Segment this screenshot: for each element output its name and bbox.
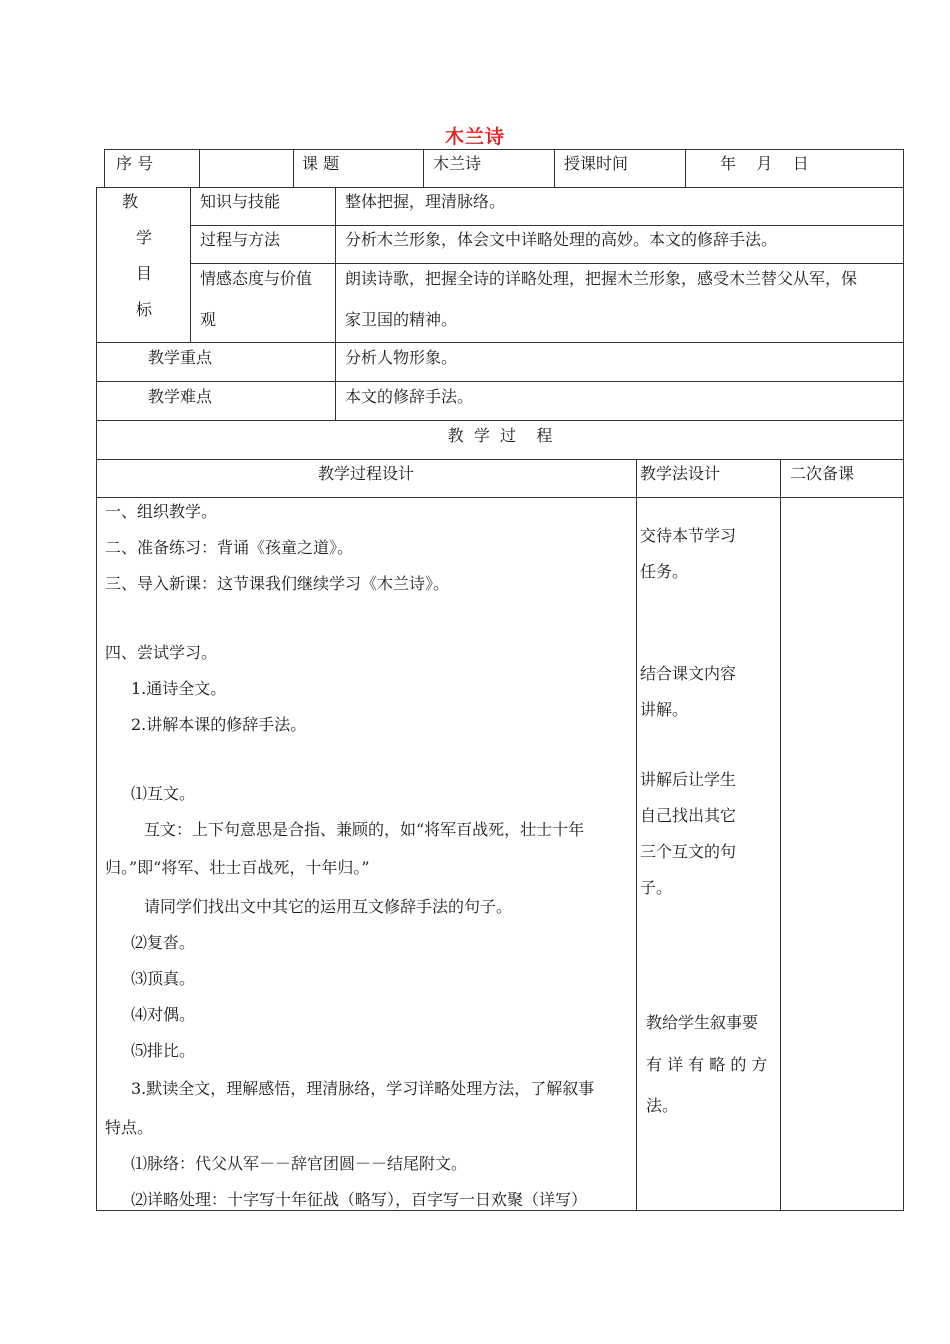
table-rule [423,149,424,187]
table-rule [293,149,294,187]
method-note: 子。 [640,878,673,897]
design-line: ⑷对偶。 [131,1005,196,1024]
design-line: 1.通诗全文。 [131,679,227,698]
method-note: 任务。 [640,562,689,581]
column-header: 教学过程设计 [317,464,414,483]
design-line: ⑴脉络：代父从军－－辞官团圆－－结尾附文。 [131,1154,468,1173]
method-note: 自己找出其它 [640,806,737,825]
seq-label: 序 号 [116,154,154,173]
table-rule [96,420,904,421]
table-rule [96,497,904,498]
goal-text-knowledge: 整体把握，理清脉络。 [345,192,506,211]
table-rule [190,225,904,226]
design-line: 归。”即“将军、壮士百战死，十年归。” [105,858,370,877]
date-field: 年 月 日 [720,154,809,173]
table-rule [96,1210,904,1211]
column-header: 二次备课 [790,464,855,483]
goals-label-char: 学 [136,228,153,247]
goal-text-process: 分析木兰形象，体会文中详略处理的高妙。本文的修辞手法。 [345,230,778,249]
focus-text: 分析人物形象。 [345,348,458,367]
goal-label-knowledge: 知识与技能 [200,192,281,211]
method-note: 讲解。 [640,700,689,719]
design-line: 一、组织教学。 [105,502,218,521]
goals-label-char: 标 [136,300,153,319]
table-rule [903,149,904,1210]
table-rule [96,342,904,343]
method-note: 三个互文的句 [640,842,737,861]
design-line: 3.默读全文，理解感悟，理清脉络，学习详略处理方法，了解叙事 [131,1079,595,1098]
goal-label-attitude: 观 [200,310,217,329]
design-line: 2.讲解本课的修辞手法。 [131,715,307,734]
goal-text-attitude: 家卫国的精神。 [345,310,458,329]
table-rule [554,149,555,187]
design-line: ⑶顶真。 [131,969,196,988]
table-rule [96,381,904,382]
design-line: 互文：上下句意思是合指、兼顾的，如“将军百战死，壮士十年 [144,820,585,839]
table-rule [335,187,336,420]
method-note: 讲解后让学生 [640,770,737,789]
table-rule [190,187,191,342]
design-line: 三、导入新课：这节课我们继续学习《木兰诗》。 [105,574,450,593]
design-line: ⑸排比。 [131,1041,196,1060]
design-line: 四、尝试学习。 [105,643,218,662]
table-rule [636,459,637,1210]
goal-text-attitude: 朗读诗歌，把握全诗的详略处理，把握木兰形象，感受木兰替父从军，保 [345,269,858,288]
design-line: 二、准备练习：背诵《孩童之道》。 [105,538,354,557]
difficulty-text: 本文的修辞手法。 [345,387,474,406]
table-rule [190,263,904,264]
table-rule [96,187,904,188]
table-rule [96,459,904,460]
table-rule [96,187,97,1210]
design-line: ⑵复沓。 [131,933,196,952]
focus-label: 教学重点 [148,348,213,367]
table-rule [780,459,781,1210]
method-note: 交待本节学习 [640,526,737,545]
table-rule [199,149,200,187]
goals-label-char: 目 [136,264,153,283]
goal-label-process: 过程与方法 [200,230,281,249]
time-label: 授课时间 [564,154,629,173]
method-note: 法。 [646,1096,679,1115]
design-line: ⑵详略处理：十字写十年征战（略写），百字写一日欢聚（详写） [131,1190,588,1209]
design-line: 请同学们找出文中其它的运用互文修辞手法的句子。 [144,897,513,916]
goals-label-char: 教 [122,192,139,211]
table-rule [104,149,904,150]
table-rule [104,149,105,187]
table-rule [685,149,686,187]
difficulty-label: 教学难点 [148,387,213,406]
process-title: 教 学 过 程 [447,426,553,445]
method-note: 有 详 有 略 的 方 [646,1055,768,1074]
design-line: 特点。 [105,1118,154,1137]
method-note: 结合课文内容 [640,664,737,683]
column-header: 教学法设计 [640,464,721,483]
design-line: ⑴互文。 [131,784,196,803]
topic-value: 木兰诗 [433,154,482,173]
goal-label-attitude: 情感态度与价值 [200,269,313,288]
topic-label: 课 题 [302,154,340,173]
method-note: 教给学生叙事要 [646,1013,759,1032]
document-title: 木兰诗 [444,126,505,148]
